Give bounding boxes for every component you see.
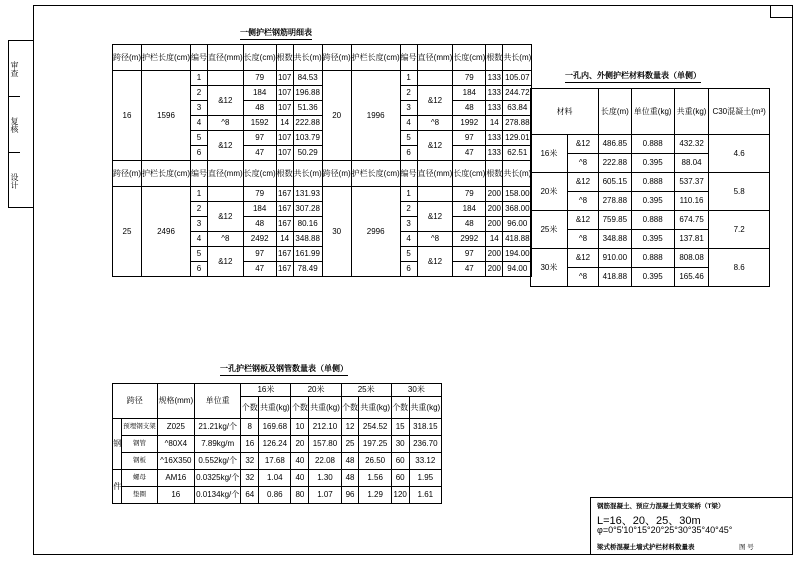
table-cell: 94.00 (503, 262, 532, 277)
material-name: 垫圈 (122, 487, 157, 504)
group-label: 钢 (113, 419, 122, 470)
table-cell: 51.36 (293, 101, 322, 116)
table-cell: 6 (191, 146, 208, 161)
table-cell: 759.85 (599, 211, 631, 230)
table-cell: 0.86 (259, 487, 291, 504)
table-cell: 40 (291, 470, 309, 487)
table-row (113, 453, 442, 470)
table-cell: 196.88 (293, 86, 322, 101)
table-cell: 432.32 (674, 135, 708, 154)
table-cell: ^8 (417, 116, 453, 131)
table-cell: 107 (276, 131, 293, 146)
table-row (531, 135, 770, 154)
table-cell: 137.81 (674, 230, 708, 249)
table-cell: 167 (276, 187, 293, 202)
table-cell: 2 (400, 86, 417, 101)
table-cell: 48 (341, 453, 359, 470)
table-cell: 1.29 (359, 487, 391, 504)
table-cell: 200 (486, 187, 503, 202)
table-cell: 47 (243, 262, 276, 277)
table-cell: 6 (191, 262, 208, 277)
table-cell: 131.93 (293, 187, 322, 202)
table-row (531, 249, 770, 268)
table-cell: ^8 (567, 268, 598, 287)
table-cell: 605.15 (599, 173, 631, 192)
header-cell: 长度(cm) (453, 161, 486, 187)
table-cell: 318.15 (409, 419, 441, 436)
header-cell: 根数 (486, 45, 503, 71)
table-cell: 278.88 (503, 116, 532, 131)
header-cell: 跨径(m) (322, 161, 351, 187)
table-cell: 107 (276, 71, 293, 86)
table-cell: 133 (486, 71, 503, 86)
table-cell: 0.552kg/个 (195, 453, 241, 470)
table-cell: 4 (191, 232, 208, 247)
header-cell: 根数 (276, 161, 293, 187)
table-cell: &12 (208, 131, 244, 161)
table-cell: 1592 (243, 116, 276, 131)
concrete-cell: 7.2 (709, 211, 770, 249)
steel-plate-table (112, 383, 442, 504)
table-cell: ^16X350 (157, 453, 194, 470)
header-cell: 共长(m) (293, 45, 322, 71)
table-cell: 14 (276, 232, 293, 247)
header-cell: 共重(kg) (259, 397, 291, 419)
table-cell: 14 (486, 232, 503, 247)
span-cell: 20 (322, 71, 351, 161)
table-cell (208, 187, 244, 202)
table-cell: 133 (486, 131, 503, 146)
table-cell: 7.89kg/m (195, 436, 241, 453)
span-cell: 16米 (531, 135, 568, 173)
table-cell: ^8 (567, 192, 598, 211)
header-cell: 编号 (191, 45, 208, 71)
table-cell: 97 (453, 131, 486, 146)
table-cell: 1.56 (359, 470, 391, 487)
table-row (531, 89, 770, 135)
header-cell: 个数 (241, 397, 259, 419)
table-cell: 33.12 (409, 453, 441, 470)
table-cell: 79 (243, 71, 276, 86)
header-cell: 护栏长度(cm) (351, 45, 400, 71)
header-cell: 单位重 (195, 384, 241, 419)
table-cell: ^8 (567, 230, 598, 249)
table2-title: 一孔内、外侧护栏材料数量表（单侧） (565, 70, 701, 83)
side-label: 设计 (10, 173, 19, 189)
header-cell: 根数 (486, 161, 503, 187)
table-cell: AM16 (157, 470, 194, 487)
table-cell: 200 (486, 247, 503, 262)
table-cell: 126.24 (259, 436, 291, 453)
table-row (113, 161, 532, 187)
table-cell: &12 (567, 135, 598, 154)
table-cell: 2 (400, 202, 417, 217)
table-cell: 60 (391, 453, 409, 470)
table-cell: 16 (157, 487, 194, 504)
header-cell: 跨径(m) (113, 161, 142, 187)
table-cell: 1.61 (409, 487, 441, 504)
side-label: 审查 (9, 41, 20, 97)
header-cell: 长度(cm) (243, 161, 276, 187)
table-cell: 674.75 (674, 211, 708, 230)
table-cell: 133 (486, 86, 503, 101)
table-cell: &12 (417, 247, 453, 277)
table-cell: 2 (191, 202, 208, 217)
table-cell: 62.51 (503, 146, 532, 161)
table-cell: 97 (453, 247, 486, 262)
table-cell: 2 (191, 86, 208, 101)
table-row (113, 419, 442, 436)
header-cell: 长度(cm) (453, 45, 486, 71)
page-label: 图 号 (739, 544, 754, 551)
span-cell: 16 (113, 71, 142, 161)
table-cell (208, 71, 244, 86)
header-cell: 个数 (341, 397, 359, 419)
length-cell: 2496 (142, 187, 191, 277)
table-cell: 5 (191, 131, 208, 146)
header-cell: 个数 (291, 397, 309, 419)
table-cell: 418.88 (599, 268, 631, 287)
table-cell: 32 (241, 453, 259, 470)
table-cell: 348.88 (293, 232, 322, 247)
table-cell: 1 (191, 187, 208, 202)
table-cell (417, 187, 453, 202)
table-cell: 222.88 (599, 154, 631, 173)
corner-header: 跨径 (113, 384, 158, 419)
header-cell: 跨径(m) (113, 45, 142, 71)
table-cell: 96 (341, 487, 359, 504)
table-cell: ^80X4 (157, 436, 194, 453)
table-cell: 161.99 (293, 247, 322, 262)
table-cell: 3 (191, 217, 208, 232)
table-cell: 254.52 (359, 419, 391, 436)
table-row (113, 470, 442, 487)
table-cell: 97 (243, 131, 276, 146)
table-cell: &12 (417, 86, 453, 116)
table-row (113, 436, 442, 453)
rebar-detail-table (112, 44, 532, 277)
table-cell: 418.88 (503, 232, 532, 247)
table-cell: 1.04 (259, 470, 291, 487)
table-cell: 80 (291, 487, 309, 504)
table1-title: 一侧护栏钢筋明细表 (240, 27, 312, 40)
table-cell: 184 (453, 86, 486, 101)
table-cell: 12 (341, 419, 359, 436)
header-cell: 单位重(kg) (631, 89, 674, 135)
table-cell: 184 (243, 202, 276, 217)
table-cell: 197.25 (359, 436, 391, 453)
table-cell: 14 (486, 116, 503, 131)
table-cell: 0.395 (631, 268, 674, 287)
header-cell: 共重(kg) (409, 397, 441, 419)
table-cell: 278.88 (599, 192, 631, 211)
corner-box (770, 5, 793, 18)
table-cell: 0.888 (631, 211, 674, 230)
header-cell: C30混凝土(m³) (709, 89, 770, 135)
span-header: 25米 (341, 384, 391, 397)
table-cell: 236.70 (409, 436, 441, 453)
table-cell: 348.88 (599, 230, 631, 249)
header-cell: 直径(mm) (417, 161, 453, 187)
table-cell: 107 (276, 101, 293, 116)
table-cell: 15 (391, 419, 409, 436)
table-cell: &12 (417, 202, 453, 232)
span-header: 30米 (391, 384, 441, 397)
table-cell: 107 (276, 146, 293, 161)
table-cell: 307.28 (293, 202, 322, 217)
header-cell: 根数 (276, 45, 293, 71)
table-cell: 47 (453, 146, 486, 161)
table-cell: 25 (341, 436, 359, 453)
table-cell: 3 (400, 217, 417, 232)
table-cell: 16 (241, 436, 259, 453)
left-signature-strip (8, 40, 34, 208)
table-cell: 169.68 (259, 419, 291, 436)
table-cell: 157.80 (309, 436, 341, 453)
table-cell: 0.395 (631, 154, 674, 173)
table-cell: 21.21kg/个 (195, 419, 241, 436)
table-cell: 14 (276, 116, 293, 131)
header-cell: 长度(cm) (243, 45, 276, 71)
header-cell: 直径(mm) (417, 45, 453, 71)
header-cell: 共长(m) (503, 161, 532, 187)
title-line4: 梁式桥混凝土墙式护栏材料数量表 (597, 544, 695, 551)
table-cell: 1.07 (309, 487, 341, 504)
table-cell: 4 (400, 232, 417, 247)
table-cell: 80.16 (293, 217, 322, 232)
header-cell: 直径(mm) (208, 161, 244, 187)
header-cell: 直径(mm) (208, 45, 244, 71)
table-cell: 133 (486, 146, 503, 161)
header-cell: 编号 (400, 161, 417, 187)
table-cell: 48 (453, 217, 486, 232)
span-cell: 30米 (531, 249, 568, 287)
header-cell: 共长(m) (293, 161, 322, 187)
span-cell: 20米 (531, 173, 568, 211)
table-cell: 32 (241, 470, 259, 487)
table-cell: Z025 (157, 419, 194, 436)
material-name: 钢板 (122, 453, 157, 470)
table3-title: 一孔护栏钢板及钢管数量表（单侧） (220, 363, 348, 376)
concrete-cell: 4.6 (709, 135, 770, 173)
header-cell: 共长(m) (503, 45, 532, 71)
table-cell: 47 (243, 146, 276, 161)
table-cell: 79 (243, 187, 276, 202)
table-cell: 165.46 (674, 268, 708, 287)
table-cell: 105.07 (503, 71, 532, 86)
table-cell: 244.72 (503, 86, 532, 101)
table-cell: 107 (276, 86, 293, 101)
table-cell: 0.0325kg/个 (195, 470, 241, 487)
table-cell: 6 (400, 262, 417, 277)
table-cell: 537.37 (674, 173, 708, 192)
table-cell: 22.08 (309, 453, 341, 470)
table-cell: 2992 (453, 232, 486, 247)
table-cell: 17.68 (259, 453, 291, 470)
table-cell: &12 (417, 131, 453, 161)
table-cell: 26.50 (359, 453, 391, 470)
header-cell: 共重(kg) (359, 397, 391, 419)
table-cell: 78.49 (293, 262, 322, 277)
table-cell: 167 (276, 247, 293, 262)
header-cell: 共重(kg) (309, 397, 341, 419)
table-cell: 97 (243, 247, 276, 262)
table-cell: 47 (453, 262, 486, 277)
table-row (113, 45, 532, 71)
concrete-cell: 5.8 (709, 173, 770, 211)
table-cell: 84.53 (293, 71, 322, 86)
header-cell: 护栏长度(cm) (142, 45, 191, 71)
table-cell: 50.29 (293, 146, 322, 161)
table-cell: 120 (391, 487, 409, 504)
table-cell: 1 (400, 187, 417, 202)
table-cell: &12 (208, 86, 244, 116)
header-cell: 共重(kg) (674, 89, 708, 135)
table-cell: 910.00 (599, 249, 631, 268)
table-cell: 184 (453, 202, 486, 217)
table-cell: 6 (400, 146, 417, 161)
table-cell: 110.16 (674, 192, 708, 211)
span-cell: 25米 (531, 211, 568, 249)
table-cell: &12 (567, 173, 598, 192)
table-cell: 0.395 (631, 230, 674, 249)
table-cell: &12 (567, 211, 598, 230)
table-cell: 0.395 (631, 192, 674, 211)
table-cell: ^8 (417, 232, 453, 247)
table-row (113, 187, 532, 202)
table-cell: &12 (567, 249, 598, 268)
table-cell: 48 (453, 101, 486, 116)
header-cell: 编号 (400, 45, 417, 71)
header-cell: 护栏长度(cm) (351, 161, 400, 187)
table-cell: 2492 (243, 232, 276, 247)
table-cell: 1992 (453, 116, 486, 131)
table-cell: 0.0134kg/个 (195, 487, 241, 504)
table-cell: 158.00 (503, 187, 532, 202)
table-cell: 3 (400, 101, 417, 116)
table-cell: 1.95 (409, 470, 441, 487)
table-cell: 222.88 (293, 116, 322, 131)
table-cell: 79 (453, 71, 486, 86)
table-cell: 184 (243, 86, 276, 101)
header-cell: 护栏长度(cm) (142, 161, 191, 187)
header-cell: 个数 (391, 397, 409, 419)
table-cell: 3 (191, 101, 208, 116)
table-cell: 10 (291, 419, 309, 436)
table-row (531, 173, 770, 192)
table-cell: 60 (391, 470, 409, 487)
table-cell: 48 (243, 217, 276, 232)
length-cell: 2996 (351, 187, 400, 277)
material-name: 钢管 (122, 436, 157, 453)
header-cell: 规格(mm) (157, 384, 194, 419)
table-cell: 4 (400, 116, 417, 131)
table-cell: 79 (453, 187, 486, 202)
material-name: 螺母 (122, 470, 157, 487)
length-cell: 1996 (351, 71, 400, 161)
table-row (531, 211, 770, 230)
material-name: 预埋钢支架 (122, 419, 157, 436)
concrete-cell: 8.6 (709, 249, 770, 287)
table-cell: &12 (208, 202, 244, 232)
table-cell: 0.888 (631, 249, 674, 268)
table-cell: 200 (486, 202, 503, 217)
length-cell: 1596 (142, 71, 191, 161)
table-cell: 194.00 (503, 247, 532, 262)
table-cell: 30 (391, 436, 409, 453)
table-cell: 200 (486, 217, 503, 232)
table-cell: 167 (276, 202, 293, 217)
table-cell: 40 (291, 453, 309, 470)
table-cell (417, 71, 453, 86)
table-cell: 129.01 (503, 131, 532, 146)
table-cell: 20 (291, 436, 309, 453)
title-line1: 钢筋混凝土、预应力混凝土简支梁桥（T梁） (597, 503, 725, 510)
table-cell: 368.00 (503, 202, 532, 217)
table-cell: 63.84 (503, 101, 532, 116)
header-cell: 跨径(m) (322, 45, 351, 71)
table-cell: 4 (191, 116, 208, 131)
table-cell: 64 (241, 487, 259, 504)
table-cell: 48 (243, 101, 276, 116)
table-cell: 486.85 (599, 135, 631, 154)
table-cell: ^8 (208, 116, 244, 131)
table-cell: 1 (191, 71, 208, 86)
group-label: 件 (113, 470, 122, 504)
table-cell: 5 (400, 247, 417, 262)
table-row (113, 487, 442, 504)
material-quantity-table (530, 88, 770, 287)
title-line3: φ=0°5'10°15°20°25°30°35°40°45° (597, 525, 733, 535)
table-cell: 1 (400, 71, 417, 86)
title-line2: L=16、20、25、30m (597, 515, 701, 527)
table-cell: ^8 (567, 154, 598, 173)
table-cell: ^8 (208, 232, 244, 247)
table-row (113, 71, 532, 86)
table-cell: 103.79 (293, 131, 322, 146)
table-cell: 167 (276, 217, 293, 232)
table-cell: 5 (191, 247, 208, 262)
table-cell: 808.08 (674, 249, 708, 268)
table-cell: 1.30 (309, 470, 341, 487)
corner-header: 材料 (531, 89, 599, 135)
table-cell: 133 (486, 101, 503, 116)
span-header: 16米 (241, 384, 291, 397)
header-cell: 长度(m) (599, 89, 631, 135)
table-cell: 88.04 (674, 154, 708, 173)
header-cell: 编号 (191, 161, 208, 187)
table-cell: 48 (341, 470, 359, 487)
table-cell: 167 (276, 262, 293, 277)
table-row (113, 384, 442, 397)
span-cell: 30 (322, 187, 351, 277)
span-header: 20米 (291, 384, 341, 397)
table-cell: 5 (400, 131, 417, 146)
table-cell: 8 (241, 419, 259, 436)
table-cell: 212.10 (309, 419, 341, 436)
span-cell: 25 (113, 187, 142, 277)
table-cell: 0.888 (631, 173, 674, 192)
title-block (590, 497, 793, 555)
side-label: 复核 (9, 97, 20, 153)
table-cell: 200 (486, 262, 503, 277)
table-cell: 96.00 (503, 217, 532, 232)
table-cell: 0.888 (631, 135, 674, 154)
table-cell: &12 (208, 247, 244, 277)
